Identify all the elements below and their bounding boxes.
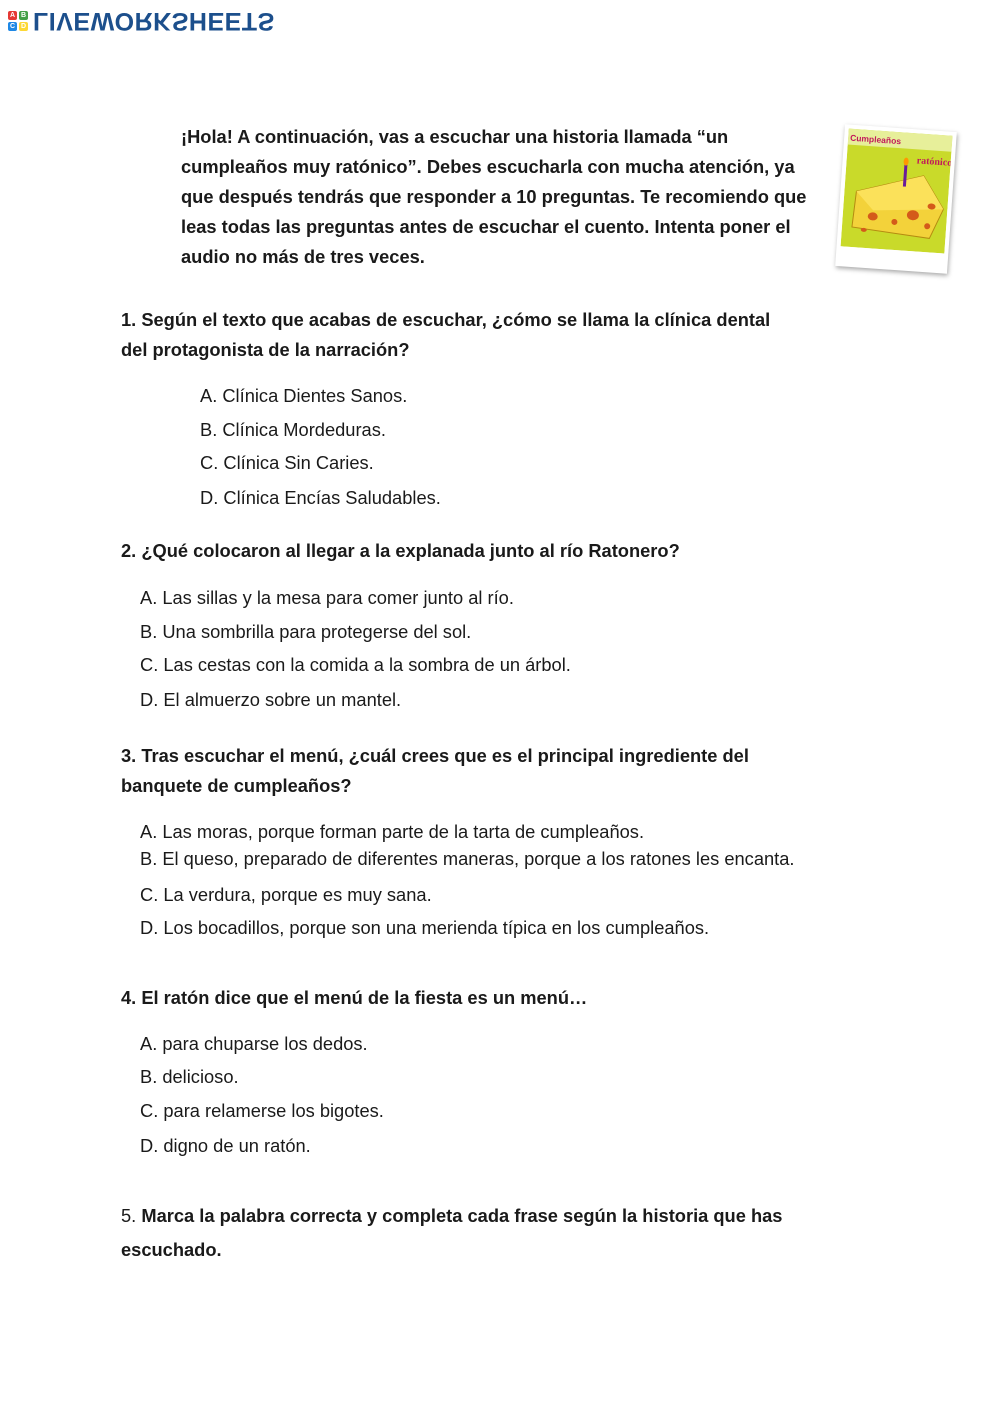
image-word-ratonico: ratónico — [916, 155, 953, 169]
question-4 — [121, 983, 587, 1013]
question-3-option-b[interactable]: B. El queso, preparado de diferentes maneras, porque a los ratones les encanta. — [140, 848, 795, 869]
question-3 — [121, 741, 749, 801]
question-1-option-d[interactable]: D. Clínica Encías Saludables. — [200, 487, 441, 508]
question-2-line-1: 2. ¿Qué colocaron al llegar a la explanada junto al río Ratonero? — [121, 540, 680, 561]
logo-block-d: D — [20, 22, 27, 30]
question-4-option-a[interactable]: A. para chuparse los dedos. — [140, 1033, 368, 1054]
question-3-line-2: banquete de cumpleaños? — [121, 775, 352, 796]
question-3-option-d[interactable]: D. Los bocadillos, porque son una merienda típica en los cumpleaños. — [140, 917, 710, 938]
cheese-illustration — [841, 129, 953, 254]
question-1 — [121, 305, 770, 365]
question-3-line-1: 3. Tras escuchar el menú, ¿cuál crees que es el principal ingrediente del — [121, 745, 749, 766]
question-5-line-1-text: Marca la palabra correcta y completa cada frase según la historia que has — [141, 1205, 783, 1226]
question-3-option-c[interactable]: C. La verdura, porque es muy sana. — [140, 884, 432, 905]
question-1-line-1: 1. Según el texto que acabas de escuchar, ¿cómo se llama la clínica dental — [121, 309, 771, 330]
question-4-option-d[interactable]: D. digno de un ratón. — [140, 1135, 311, 1156]
image-word-cumpleanos: Cumpleaños — [849, 132, 902, 147]
logo-block-c: C — [9, 22, 16, 30]
logo-block-a: A — [9, 11, 16, 19]
question-5-number: 5. — [121, 1205, 137, 1226]
question-4-line-1: 4. El ratón dice que el menú de la fiesta es un menú… — [121, 987, 588, 1008]
question-1-line-2: del protagonista de la narración? — [121, 339, 410, 360]
question-2-option-b[interactable]: B. Una sombrilla para protegerse del sol. — [140, 621, 472, 642]
question-5 — [121, 1199, 782, 1267]
question-3-option-a[interactable]: A. Las moras, porque forman parte de la tarta de cumpleaños. — [140, 821, 645, 842]
intro-paragraph: ¡Hola! A continuación, vas a escuchar una historia llamada “un cumpleaños muy ratónico”. Debes escucharla con mucha atención, ya que después tendrás que responder a 10 preguntas. Te recomiendo que leas todas las preguntas antes de escuchar el cuento. Intenta poner el audio no más de tres veces. — [181, 126, 807, 267]
question-5-line-2: escuchado. — [121, 1239, 222, 1260]
question-2 — [121, 536, 680, 566]
logo-block-b: B — [20, 11, 27, 19]
cheese-cake-image — [835, 124, 957, 273]
question-5-line-1 — [121, 1199, 782, 1233]
question-1-option-c[interactable]: C. Clínica Sin Caries. — [200, 452, 374, 473]
question-4-option-c[interactable]: C. para relamerse los bigotes. — [140, 1100, 384, 1121]
question-4-option-b[interactable]: B. delicioso. — [140, 1066, 239, 1087]
question-2-option-c[interactable]: C. Las cestas con la comida a la sombra de un árbol. — [140, 654, 571, 675]
question-1-option-b[interactable]: B. Clínica Mordeduras. — [200, 419, 386, 440]
question-1-option-a[interactable]: A. Clínica Dientes Sanos. — [200, 385, 408, 406]
logo-blocks — [8, 11, 28, 31]
question-2-option-a[interactable]: A. Las sillas y la mesa para comer junto al río. — [140, 587, 514, 608]
liveworksheets-logo — [8, 6, 275, 35]
question-2-option-d[interactable]: D. El almuerzo sobre un mantel. — [140, 689, 402, 710]
logo-text: LIVEWORKSHEETS — [33, 7, 275, 35]
